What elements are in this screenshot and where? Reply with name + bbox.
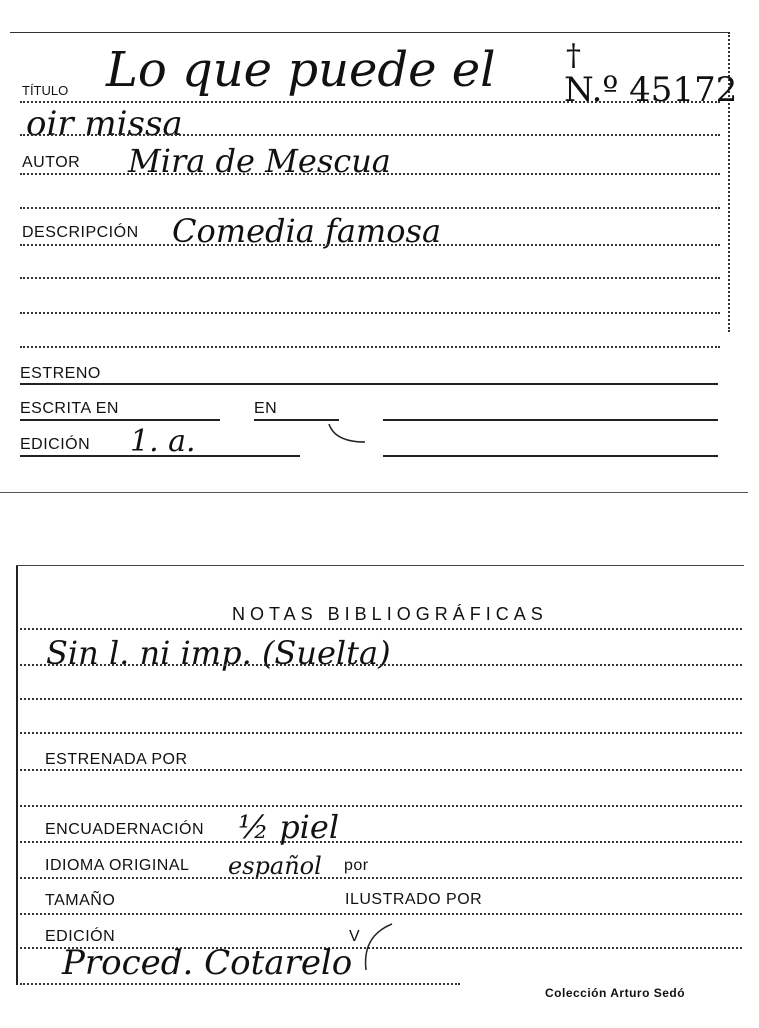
idioma-handwritten: español [228, 852, 322, 880]
card-divider [0, 492, 748, 493]
notas-dotted-line-3 [20, 698, 742, 700]
cross-mark: † [566, 38, 581, 73]
autor-label: AUTOR [22, 154, 81, 171]
estrenada-dotted-line [20, 769, 742, 771]
tamano-dotted-line [20, 913, 742, 915]
bottom-card-left-border [16, 565, 18, 985]
en-label: EN [254, 400, 278, 417]
edicion-label: EDICIÓN [20, 436, 91, 453]
notas-dotted-line-1 [20, 628, 742, 630]
idioma-label: IDIOMA ORIGINAL [45, 857, 190, 874]
edicion-line [20, 455, 300, 457]
blank-dotted-line-2 [20, 277, 720, 279]
estreno-label: ESTRENO [20, 365, 101, 382]
descripcion-label: DESCRIPCIÓN [22, 224, 139, 241]
escrita-en-label: ESCRITA EN [20, 400, 119, 417]
ink-curve-bottom [358, 920, 398, 980]
blank-dotted-line-3 [20, 312, 720, 314]
ink-curve [325, 420, 375, 450]
notas-handwritten: Sin l. ni imp. (Suelta) [46, 634, 391, 672]
notas-bibliograficas-title: NOTAS BIBLIOGRÁFICAS [232, 604, 548, 624]
titulo-dotted-line [20, 101, 720, 103]
encuadernacion-label: ENCUADERNACIÓN [45, 821, 205, 838]
autor-dotted-line [20, 173, 720, 175]
notas-dotted-line-4 [20, 732, 742, 734]
encuadernacion-handwritten: ½ piel [238, 808, 340, 846]
descripcion-handwritten: Comedia famosa [172, 212, 442, 250]
catalog-number: N.º 45172 [564, 70, 738, 110]
autor-handwritten: Mira de Mescua [128, 142, 391, 180]
titulo-second-dotted-line [20, 134, 720, 136]
edicion-right-line [383, 455, 718, 457]
blank-dotted-line-1 [20, 207, 720, 209]
procedencia-handwritten: Proced. Cotarelo [62, 943, 353, 983]
titulo-label: TÍTULO [22, 83, 69, 98]
titulo-handwritten-line2: oir missa [26, 104, 183, 144]
idioma-dotted-line [20, 877, 742, 879]
notas-dotted-line-2 [20, 664, 742, 666]
descripcion-dotted-line [20, 244, 720, 246]
procedencia-dotted-line [20, 983, 460, 985]
edicion-handwritten: 1. a. [130, 424, 196, 459]
por-label: por [344, 857, 369, 874]
titulo-handwritten-line1: Lo que puede el [106, 42, 496, 98]
collection-footer: Colección Arturo Sedó [545, 986, 686, 1000]
ilustrado-por-label: ILUSTRADO POR [345, 891, 483, 908]
encuadernacion-dotted-line [20, 841, 742, 843]
blank-dotted-line-4 [20, 346, 720, 348]
edicion-bottom-label: EDICIÓN [45, 928, 116, 945]
escrita-right-line [383, 419, 718, 421]
estrenada-por-label: ESTRENADA POR [45, 751, 188, 768]
estreno-line [20, 383, 718, 385]
bottom-card-top-border [16, 565, 744, 566]
tamano-label: TAMAÑO [45, 892, 116, 909]
top-card-top-border [10, 32, 730, 33]
v-label: V [349, 928, 361, 945]
escrita-en-line [20, 419, 220, 421]
blank-dotted-line-5 [20, 805, 742, 807]
